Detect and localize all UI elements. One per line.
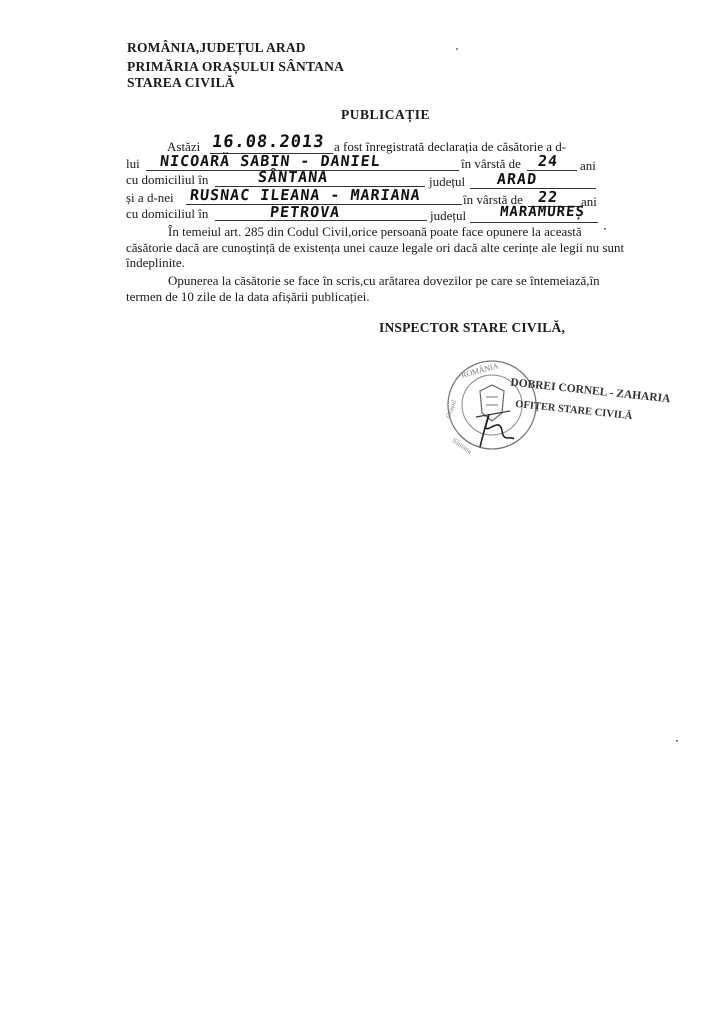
- officer-title-stamp: OFIȚER STARE CIVILĂ: [514, 398, 633, 423]
- astazi-label: Astăzi: [167, 139, 201, 154]
- signature-block: [440, 355, 671, 465]
- groom-age: 24: [537, 152, 560, 170]
- bride-county: MARAMUREȘ: [499, 204, 586, 220]
- groom-domicile-label: cu domiciliul în: [126, 172, 209, 187]
- opposition-procedure-paragraph: Opunerea la căsătorie se face în scris,cu arătarea dovezilor pe care se întemeiază,în termen de 10 zile de la data afișării publicației.: [126, 273, 600, 304]
- groom-age-label: în vârstă de: [461, 156, 521, 171]
- bride-ani-label: ani: [581, 194, 597, 209]
- inspector-title: INSPECTOR STARE CIVILĂ,: [379, 320, 566, 335]
- dnei-label: și a d-nei: [126, 190, 174, 205]
- groom-county: ARAD: [496, 170, 539, 188]
- groom-county-label: județul: [429, 174, 466, 189]
- header-country-county: ROMÂNIA,JUDEȚUL ARAD: [127, 40, 306, 55]
- svg-text:Orașul: Orașul: [444, 399, 459, 420]
- svg-text:Sântana: Sântana: [450, 436, 474, 456]
- document-title: PUBLICAȚIE: [341, 107, 431, 122]
- bride-locality: PETROVA: [269, 203, 342, 221]
- bride-county-label: județul: [430, 208, 467, 223]
- bride-county-blank: [470, 222, 598, 223]
- scan-speck: [676, 740, 678, 742]
- groom-county-blank: [470, 188, 596, 189]
- header-department: STAREA CIVILĂ: [127, 75, 235, 90]
- bride-domicile-label: cu domiciliul în: [126, 206, 209, 221]
- scan-speck: [604, 228, 606, 230]
- date-value: 16.08.2013: [210, 132, 326, 152]
- scan-speck: [456, 48, 458, 50]
- lui-label: lui: [126, 156, 140, 171]
- groom-locality: SÂNTANA: [257, 168, 330, 186]
- bride-age: 22: [537, 188, 560, 206]
- groom-name: NICOARĂ SABIN - DANIEL: [159, 152, 382, 170]
- officer-name-stamp: DOBREI CORNEL - ZAHARIA: [509, 376, 671, 406]
- svg-text:ROMÂNIA: ROMÂNIA: [460, 361, 500, 380]
- groom-ani-label: ani: [580, 158, 596, 173]
- opposition-paragraph: În temeiul art. 285 din Codul Civil,orice persoană poate face opunere la această căsătorie dacă are cunoștință de existența unei cauze legale ori dacă alte cerințe ale legii nu sunt îndeplinite.: [126, 224, 625, 270]
- declaration-text: a fost înregistrată declarația de căsătorie a d-: [334, 139, 567, 154]
- header-city-hall: PRIMĂRIA ORAȘULUI SÂNTANA: [127, 59, 345, 74]
- bride-name: RUSNAC ILEANA - MARIANA: [189, 186, 422, 204]
- bride-age-label: în vârstă de: [463, 192, 523, 207]
